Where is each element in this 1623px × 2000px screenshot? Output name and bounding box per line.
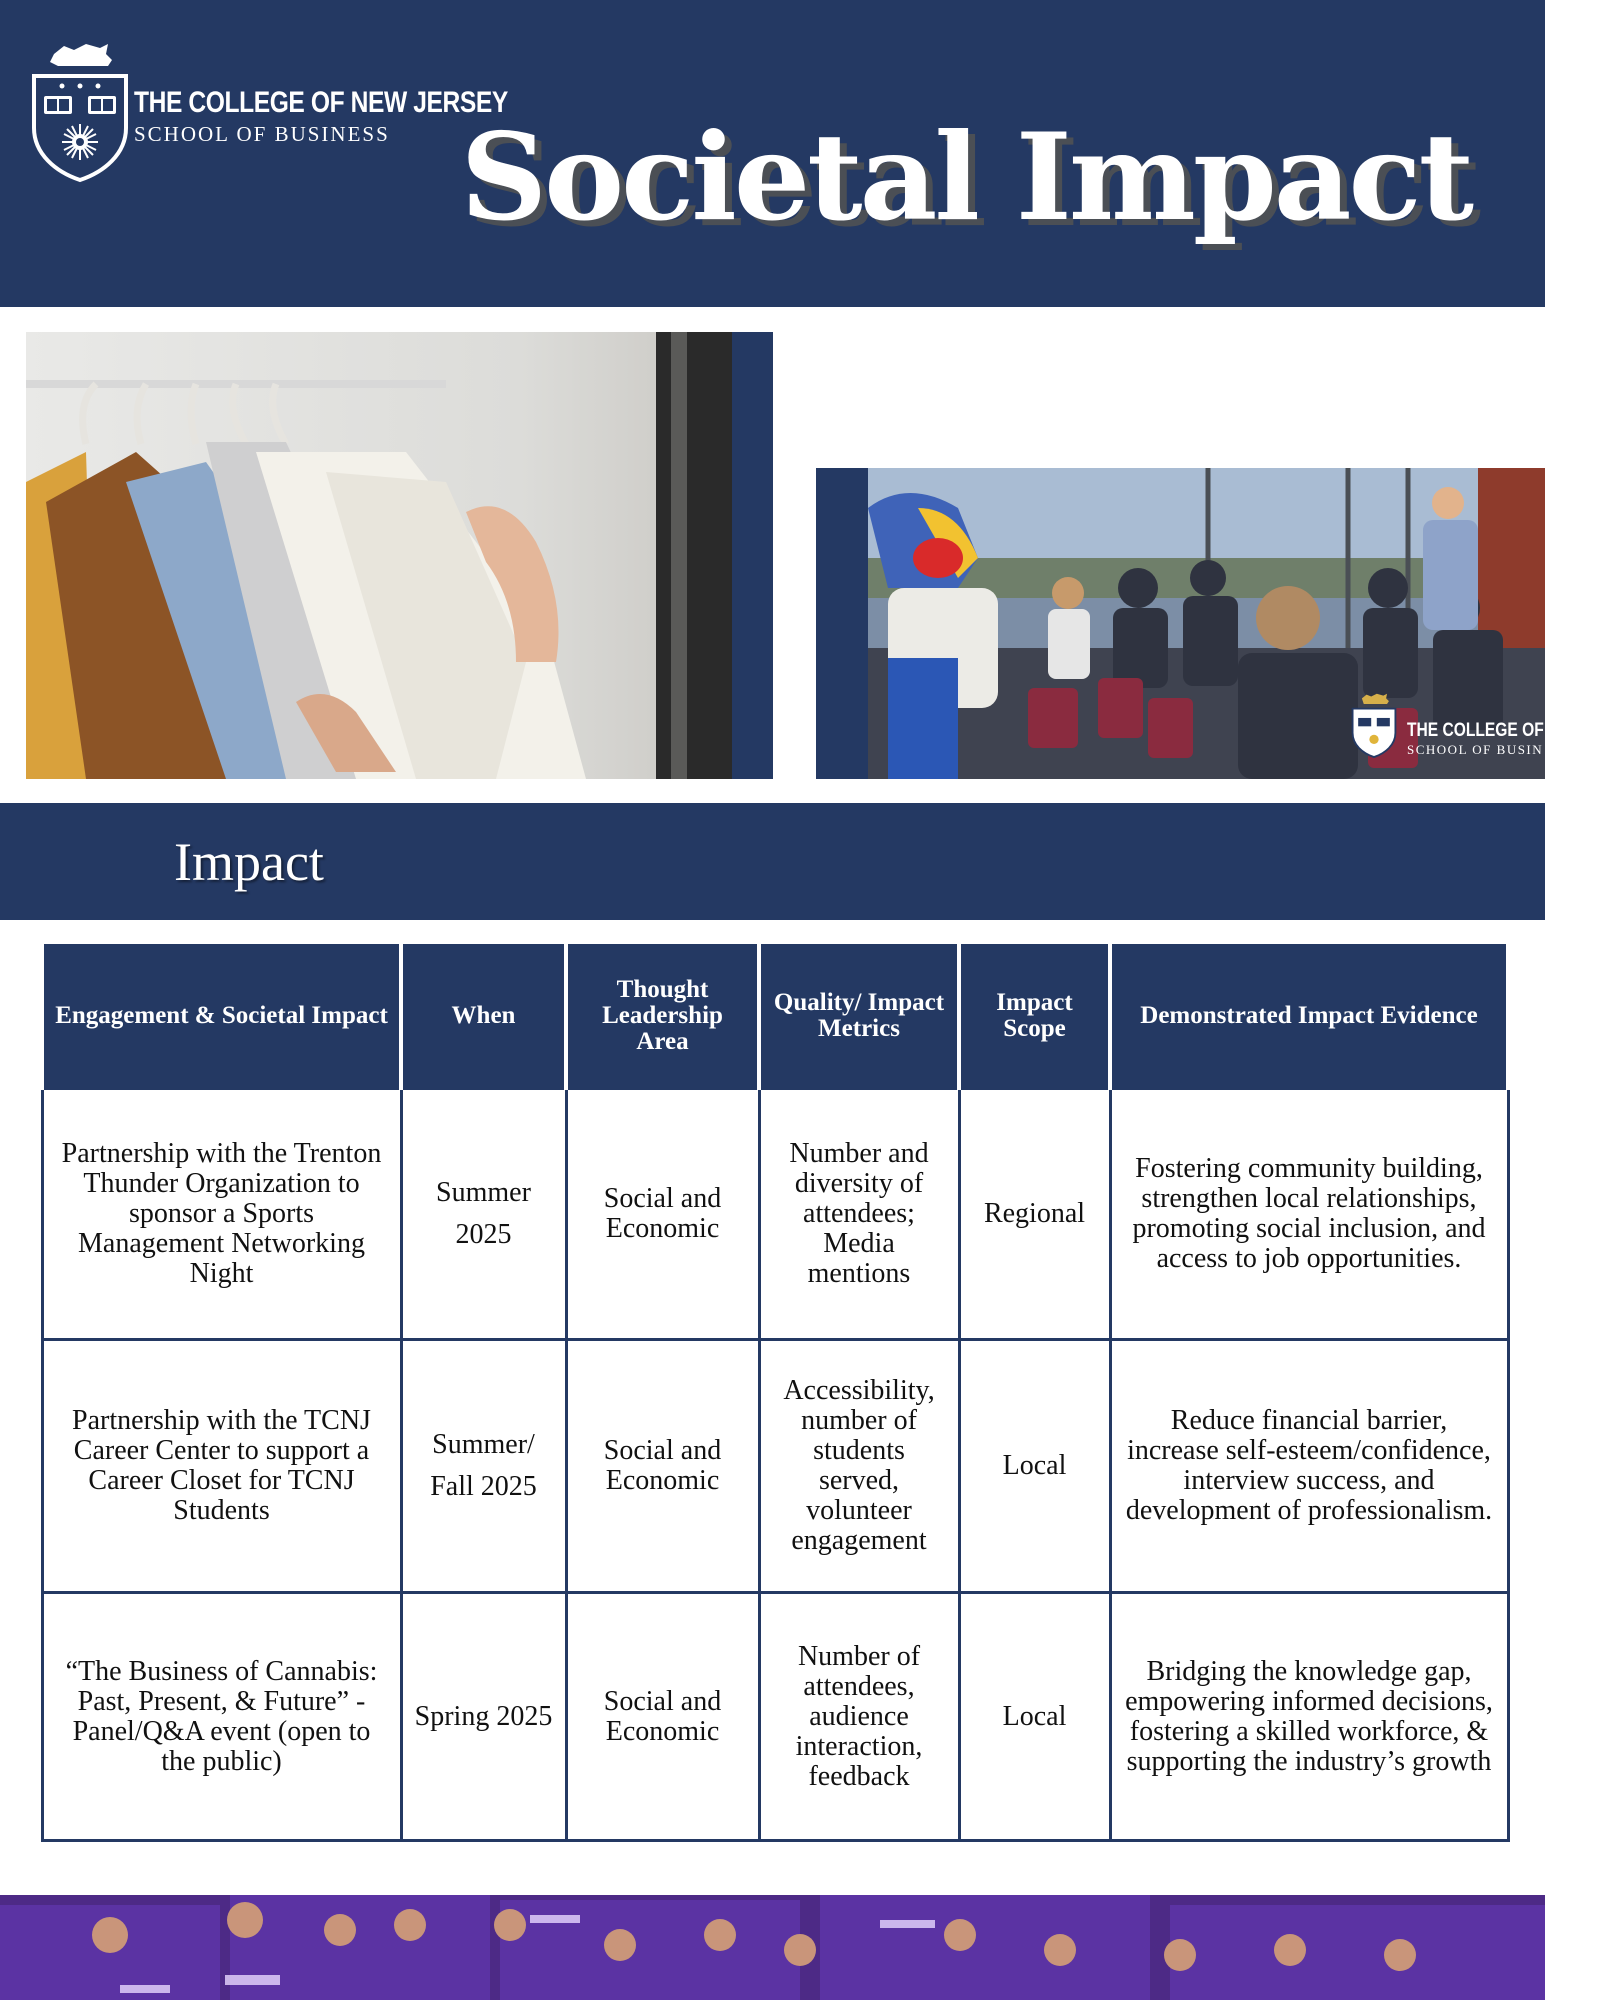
- table-row: [42, 1089, 1508, 1340]
- clothing-rack-photo: [26, 332, 732, 779]
- when-cell: Summer/ Fall 2025: [401, 1340, 566, 1593]
- engagement-cell: Partnership with the TCNJ Career Center to support a Career Closet for TCNJ Students: [42, 1340, 401, 1593]
- scope-cell: Regional: [959, 1089, 1110, 1340]
- col-header-thought-leadership: Thought Leadership Area: [566, 944, 759, 1089]
- college-shield-logo: [26, 36, 134, 182]
- college-shield-small-icon: [1345, 690, 1403, 758]
- col-header-when: When: [401, 944, 566, 1089]
- table-row: [42, 1593, 1508, 1841]
- scope-cell: Local: [959, 1593, 1110, 1841]
- photo-logo-line1: THE COLLEGE OF NEW: [1407, 720, 1585, 741]
- evidence-cell: Reduce financial barrier, increase self-esteem/confidence, interview success, and development of professionalism.: [1110, 1340, 1508, 1593]
- section-heading: Impact: [174, 832, 324, 892]
- when-cell: Spring 2025: [401, 1593, 566, 1841]
- col-header-scope: Impact Scope: [959, 944, 1110, 1089]
- photo-logo-line2: SCHOOL OF BUSIN: [1407, 742, 1544, 757]
- area-cell: Social and Economic: [566, 1593, 759, 1841]
- scope-cell: Local: [959, 1340, 1110, 1593]
- impact-table: [40, 944, 1510, 1842]
- col-header-evidence: Demonstrated Impact Evidence: [1110, 944, 1508, 1089]
- students-group-photo: [0, 1895, 1545, 2000]
- metrics-cell: Number of attendees, audience interaction, feedback: [759, 1593, 959, 1841]
- col-header-engagement: Engagement & Societal Impact: [42, 944, 401, 1089]
- area-cell: Social and Economic: [566, 1089, 759, 1340]
- college-name: THE COLLEGE OF NEW JERSEY: [134, 86, 508, 119]
- metrics-cell: Number and diversity of attendees; Media mentions: [759, 1089, 959, 1340]
- page-title: Societal Impact: [460, 107, 1471, 248]
- impact-section-band: [0, 803, 1545, 920]
- evidence-cell: Bridging the knowledge gap, empowering informed decisions, fostering a skilled workforce, & supporting the industry’s growth: [1110, 1593, 1508, 1841]
- career-closet-photo-frame: [26, 332, 773, 779]
- engagement-cell: “The Business of Cannabis: Past, Present, & Future” - Panel/Q&A event (open to the public): [42, 1593, 401, 1841]
- col-header-metrics: Quality/ Impact Metrics: [759, 944, 959, 1089]
- header-banner: [0, 0, 1545, 307]
- metrics-cell: Accessibility, number of students served, volunteer engagement: [759, 1340, 959, 1593]
- table-row: [42, 1340, 1508, 1593]
- table-header-row: [42, 944, 1508, 1089]
- area-cell: Social and Economic: [566, 1340, 759, 1593]
- photo-accent-bar: [816, 468, 868, 779]
- engagement-cell: Partnership with the Trenton Thunder Organization to sponsor a Sports Management Networking Night: [42, 1089, 401, 1340]
- when-cell: Summer 2025: [401, 1089, 566, 1340]
- photo-accent-bar: [732, 332, 773, 779]
- school-name: SCHOOL OF BUSINESS: [134, 122, 390, 146]
- evidence-cell: Fostering community building, strengthen local relationships, promoting social inclusion, and access to job opportunities.: [1110, 1089, 1508, 1340]
